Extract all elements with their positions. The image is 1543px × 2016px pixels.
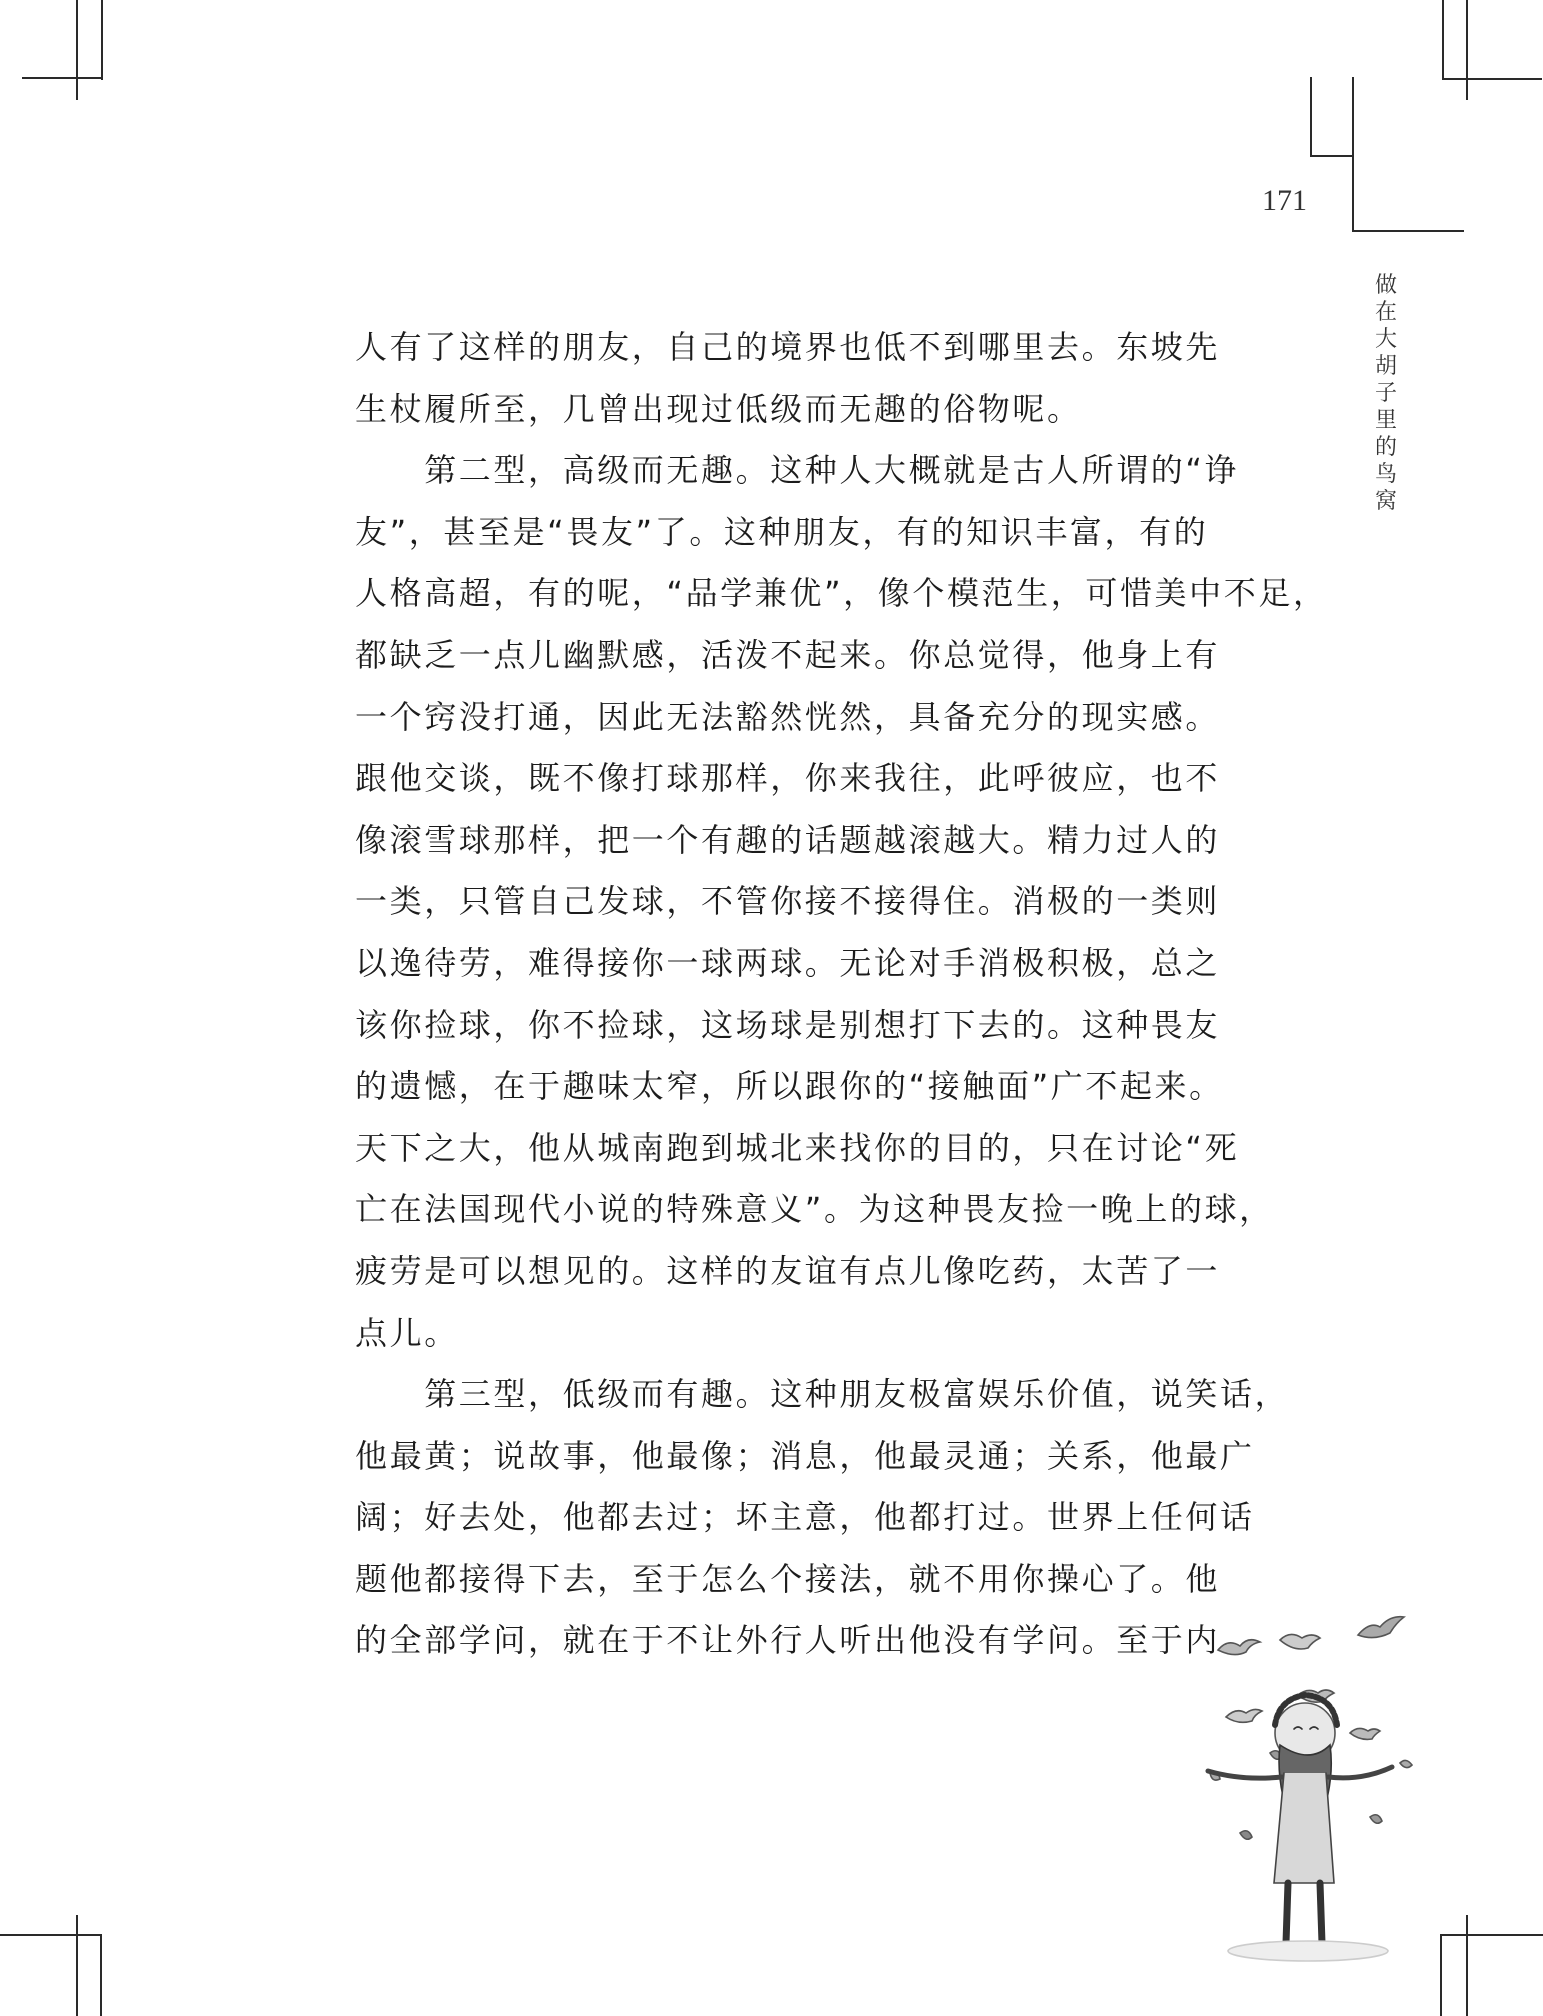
text-line: 该你捡球，你不捡球，这场球是别想打下去的。这种畏友 (355, 1005, 1221, 1044)
page-number: 171 (1262, 184, 1307, 217)
running-title-char: 窝 (1374, 489, 1397, 514)
text-line: 阔；好去处，他都去过；坏主意，他都打过。世界上任何话 (355, 1498, 1255, 1537)
running-title-char: 在 (1374, 300, 1397, 325)
running-title-char: 大 (1374, 327, 1397, 352)
text-line: 以逸待劳，难得接你一球两球。无论对手消极积极，总之 (355, 943, 1221, 982)
bird-icon (1280, 1634, 1320, 1649)
text-line: 第三型，低级而有趣。这种朋友极富娱乐价值，说笑话， (355, 1375, 1290, 1414)
text-line: 人格高超，有的呢，“品学兼优”，像个模范生，可惜美中不足， (355, 574, 1328, 613)
running-title-char: 的 (1374, 435, 1397, 460)
bird-icon (1358, 1617, 1404, 1638)
text-line: 人有了这样的朋友，自己的境界也低不到哪里去。东坡先 (355, 328, 1221, 366)
crop-mark-bottom-left-v2 (100, 1934, 102, 2016)
crop-mark-bottom-left-h (0, 1934, 100, 1936)
text-line: 疲劳是可以想见的。这样的友谊有点儿像吃药，太苦了一 (355, 1251, 1221, 1290)
text-line: 第二型，高级而无趣。这种人大概就是古人所谓的“诤 (355, 451, 1240, 490)
text-line: 亡在法国现代小说的特殊意义”。为这种畏友捡一晚上的球， (355, 1190, 1274, 1229)
text-line: 像滚雪球那样，把一个有趣的话题越滚越大。精力过人的 (355, 820, 1221, 859)
bird-icon (1226, 1709, 1262, 1722)
leaf-icon (1370, 1815, 1382, 1824)
text-line: 他最黄；说故事，他最像；消息，他最灵通；关系，他最广 (355, 1436, 1255, 1475)
running-title-char: 里 (1374, 408, 1397, 433)
running-title-char: 鸟 (1374, 462, 1397, 487)
text-line: 生杖履所至，几曾出现过低级而无趣的俗物呢。 (355, 389, 1082, 428)
bird-icon (1350, 1728, 1380, 1739)
crop-mark-bottom-left-v1 (76, 1915, 78, 2016)
paragraph (355, 1364, 1290, 1672)
text-line: 一类，只管自己发球，不管你接不接得住。消极的一类则 (355, 882, 1221, 921)
crop-mark-top-right-v2 (1466, 0, 1468, 100)
text-line: 的遗憾，在于趣味太窄，所以跟你的“接触面”广不起来。 (355, 1067, 1224, 1106)
text-line: 的全部学问，就在于不让外行人听出他没有学问。至于内 (355, 1621, 1221, 1660)
crop-mark-top-left-v1 (76, 0, 78, 100)
page-corner-mark-v1 (1310, 77, 1312, 157)
body-text (355, 317, 1328, 1672)
leaf-icon (1400, 1760, 1412, 1767)
crop-mark-top-left-h (22, 77, 102, 79)
text-line: 天下之大，他从城南跑到城北来找你的目的，只在讨论“死 (355, 1128, 1240, 1167)
text-line: 点儿。 (355, 1313, 459, 1352)
crop-mark-top-right-h1 (1442, 78, 1542, 80)
crop-mark-top-left-v2 (101, 0, 103, 80)
crop-mark-top-right-v1 (1442, 0, 1444, 80)
leaf-icon (1240, 1831, 1252, 1840)
text-line: 跟他交谈，既不像打球那样，你来我往，此呼彼应，也不 (355, 759, 1221, 798)
running-title (1369, 272, 1403, 515)
bearded-man-with-birds-illustration (1200, 1595, 1500, 1975)
page-corner-mark-h2 (1352, 230, 1464, 232)
bird-icon (1218, 1640, 1260, 1655)
running-title-char: 子 (1374, 381, 1397, 406)
paragraph (355, 440, 1328, 1364)
text-line: 友”，甚至是“畏友”了。这种朋友，有的知识丰富，有的 (355, 512, 1209, 551)
running-title-char: 做 (1374, 273, 1397, 298)
page-corner-mark-h1 (1310, 155, 1354, 157)
paragraph (355, 317, 1221, 440)
text-line: 题他都接得下去，至于怎么个接法，就不用你操心了。他 (355, 1559, 1221, 1598)
running-title-char: 胡 (1374, 354, 1397, 379)
text-line: 一个窍没打通，因此无法豁然恍然，具备充分的现实感。 (355, 697, 1221, 736)
text-line: 都缺乏一点儿幽默感，活泼不起来。你总觉得，他身上有 (355, 635, 1221, 674)
